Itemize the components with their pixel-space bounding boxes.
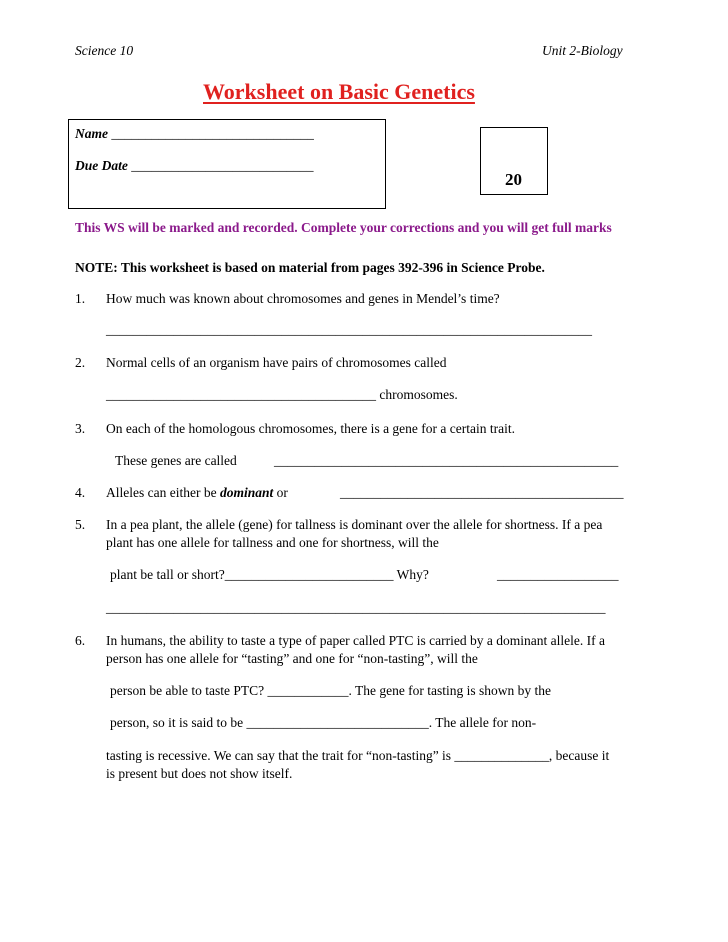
score-total: 20	[505, 170, 522, 189]
student-info-box	[68, 119, 386, 209]
score-box	[480, 127, 548, 195]
q6-line2: person has one allele for “tasting” and one for “non-tasting”, will the	[106, 651, 478, 666]
name-row	[75, 126, 314, 142]
q6-line3: person be able to taste PTC? ____________. The gene for tasting is shown by the	[110, 683, 552, 698]
q5-line2: plant has one allele for tallness and one for shortness, will the	[106, 535, 439, 550]
q6-line4: person, so it is said to be ___________________________. The allele for non-	[110, 715, 537, 730]
q5-line3: plant be tall or short?_________________________ Why?	[110, 567, 429, 582]
q4-text-b: or	[276, 485, 288, 500]
q6-number: 6.	[75, 633, 86, 648]
q5-line1: In a pea plant, the allele (gene) for tallness is dominant over the allele for shortness. If a pea	[106, 517, 603, 532]
header-course: Science 10	[75, 43, 134, 58]
q5-why-blank[interactable]: __________________	[497, 567, 619, 582]
q6-line1: In humans, the ability to taste a type of paper called PTC is carried by a dominant allele. If a	[106, 633, 605, 648]
q1-text: How much was known about chromosomes and genes in Mendel’s time?	[106, 291, 500, 306]
due-date-label: Due Date	[75, 158, 128, 173]
q1-number: 1.	[75, 291, 86, 306]
q3-text: On each of the homologous chromosomes, there is a gene for a certain trait.	[106, 421, 515, 436]
due-date-field[interactable]: ___________________________	[131, 158, 314, 173]
q3-number: 3.	[75, 421, 86, 436]
q3-lead: These genes are called	[115, 453, 237, 468]
name-label: Name	[75, 126, 108, 141]
name-field[interactable]: ______________________________	[111, 126, 314, 141]
q5-number: 5.	[75, 517, 86, 532]
q4-number: 4.	[75, 485, 86, 500]
q2-answer-line[interactable]: ________________________________________ chromosomes.	[106, 387, 458, 402]
q6-line6: is present but does not show itself.	[106, 766, 293, 781]
marking-note: This WS will be marked and recorded. Complete your corrections and you will get full marks	[75, 220, 612, 235]
due-date-row	[75, 158, 314, 174]
q4-text	[106, 485, 288, 501]
q5-answer-line[interactable]: __________________________________________________________________________	[106, 600, 606, 615]
page-title: Worksheet on Basic Genetics	[203, 79, 475, 104]
q2-text: Normal cells of an organism have pairs of chromosomes called	[106, 355, 447, 370]
q1-answer-line[interactable]: ________________________________________________________________________	[106, 322, 592, 337]
q3-answer-line[interactable]: ___________________________________________________	[274, 453, 619, 468]
worksheet-note: NOTE: This worksheet is based on material from pages 392-396 in Science Probe.	[75, 260, 545, 275]
q4-dominant: dominant	[219, 485, 274, 500]
q2-number: 2.	[75, 355, 86, 370]
q4-text-a: Alleles can either be	[106, 485, 217, 500]
q6-line5: tasting is recessive. We can say that the trait for “non-tasting” is ______________, because it	[106, 748, 610, 763]
header-unit: Unit 2-Biology	[542, 43, 623, 58]
q4-answer-line[interactable]: __________________________________________	[340, 485, 624, 500]
